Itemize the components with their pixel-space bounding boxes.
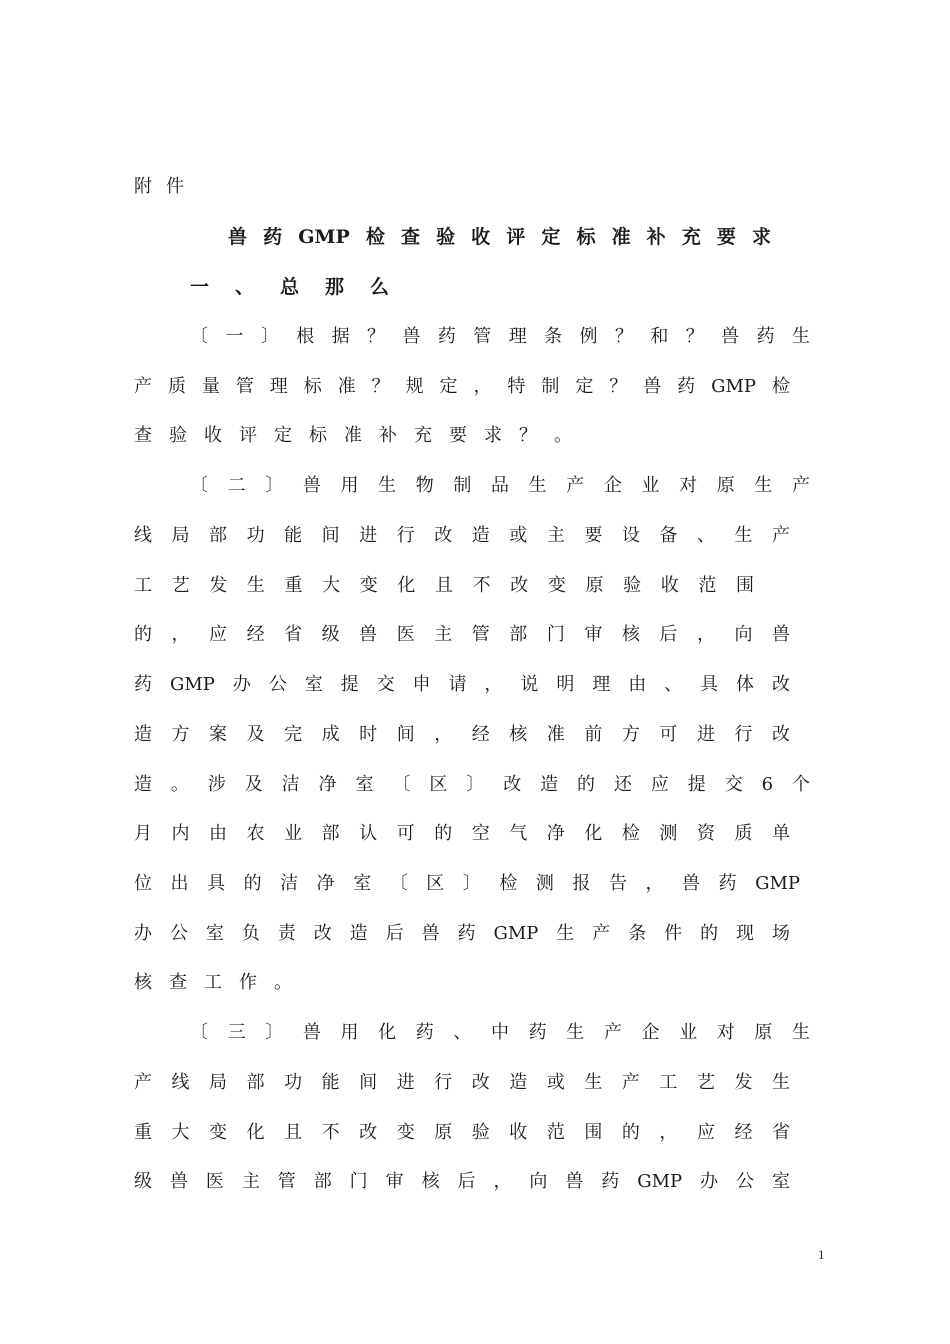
body-line: 产线局部功能间进行改造或生产工艺发生 (134, 1072, 790, 1093)
body-line: 药GMP办公室提交申请，说明理由、具体改 (134, 674, 790, 695)
body-line: 月内由农业部认可的空气净化检测资质单 (134, 823, 790, 844)
body-line: 〔三〕兽用化药、中药生产企业对原生 (190, 1022, 810, 1043)
body-line: 核查工作。 (134, 972, 309, 993)
body-line: 〔一〕根据？兽药管理条例？和？兽药生 (190, 326, 810, 347)
body-line: 级兽医主管部门审核后，向兽药GMP办公室 (134, 1171, 790, 1192)
body-line: 〔二〕兽用生物制品生产企业对原生产 (190, 475, 810, 496)
body-line: 查验收评定标准补充要求？。 (134, 425, 589, 446)
body-line: 造方案及完成时间，经核准前方可进行改 (134, 724, 790, 745)
annex-label: 附件 (134, 176, 198, 197)
body-line: 工艺发生重大变化且不改变原验收范围 (134, 575, 754, 596)
document-title: 兽药GMP检查验收评定标准补充要求 (228, 226, 771, 248)
body-line: 的，应经省级兽医主管部门审核后，向兽 (134, 624, 790, 645)
body-line: 办公室负责改造后兽药GMP生产条件的现场 (134, 923, 790, 944)
body-line: 造。涉及洁净室〔区〕改造的还应提交6个 (134, 774, 810, 795)
page-number: 1 (818, 1247, 825, 1262)
section-heading: 一、总那么 (190, 276, 416, 298)
body-line: 重大变化且不改变原验收范围的，应经省 (134, 1122, 790, 1143)
body-line: 产质量管理标准？规定，特制定？兽药GMP检 (134, 376, 790, 397)
body-line: 位出具的洁净室〔区〕检测报告，兽药GMP (134, 873, 800, 894)
body-line: 线局部功能间进行改造或主要设备、生产 (134, 525, 790, 546)
